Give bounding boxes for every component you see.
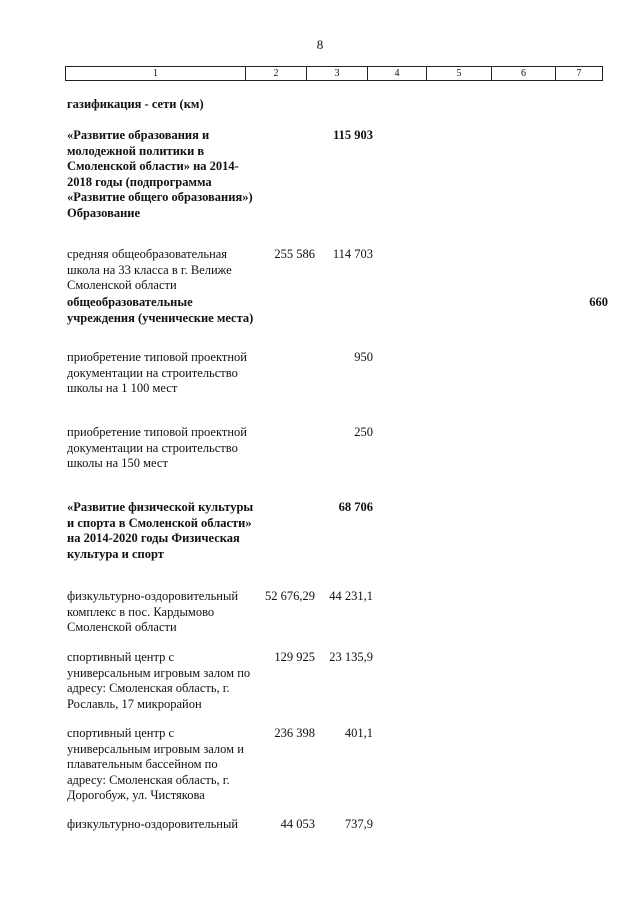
column-number: 6 — [492, 67, 556, 81]
object-funding: 114 703 — [332, 247, 373, 261]
object-cost: 44 053 — [280, 817, 315, 831]
column-number: 1 — [66, 67, 246, 81]
object-funding: 23 135,9 — [329, 650, 373, 664]
program-total: 68 706 — [338, 500, 373, 514]
object-funding: 737,9 — [344, 817, 373, 831]
object-name: средняя общеобразовательная школа на 33 класса в г. Велиже Смоленской области — [67, 247, 232, 292]
object-name: физкультурно-оздоровительный комплекс в пос. Кардымово Смоленской области — [67, 589, 239, 634]
object-funding: 44 231,1 — [329, 589, 373, 603]
column-number: 3 — [307, 67, 368, 81]
object-name: физкультурно-оздоровительный — [67, 817, 239, 831]
column-number-header — [65, 66, 603, 81]
page-number: 8 — [316, 37, 324, 52]
capacity-label: общеобразовательные учреждения (ученические места) — [67, 295, 254, 325]
object-cost: 129 925 — [274, 650, 315, 664]
object-name: приобретение типовой проектной документации на строительство школы на 150 мест — [67, 425, 247, 470]
object-cost: 236 398 — [274, 726, 315, 740]
program-title: «Развитие образования и молодежной политики в Смоленской области» на 2014-2018 годы (подпрограмма «Развитие общего образования») Образование — [67, 128, 253, 220]
object-cost: 52 676,29 — [265, 589, 315, 603]
object-name: спортивный центр с универсальным игровым залом и плавательным бассейном по адресу: Смоленская область, г. Дорогобуж, ул. Чистякова — [67, 726, 244, 802]
program-total: 115 903 — [333, 128, 373, 142]
capacity-value: 660 — [589, 295, 608, 309]
column-number: 5 — [427, 67, 492, 81]
object-funding: 950 — [354, 350, 373, 364]
column-number: 4 — [368, 67, 427, 81]
program-title: «Развитие физической культуры и спорта в Смоленской области» на 2014-2020 годы Физическая культура и спорт — [67, 500, 254, 561]
column-number: 7 — [556, 67, 603, 81]
object-cost: 255 586 — [274, 247, 315, 261]
object-funding: 250 — [354, 425, 373, 439]
column-number: 2 — [246, 67, 307, 81]
object-funding: 401,1 — [344, 726, 373, 740]
object-name: приобретение типовой проектной документации на строительство школы на 1 100 мест — [67, 350, 247, 395]
object-name: спортивный центр с универсальным игровым залом по адресу: Смоленская область, г. Рославль, 17 микрорайон — [67, 650, 251, 711]
row-title: газификация - сети (км) — [67, 97, 204, 111]
